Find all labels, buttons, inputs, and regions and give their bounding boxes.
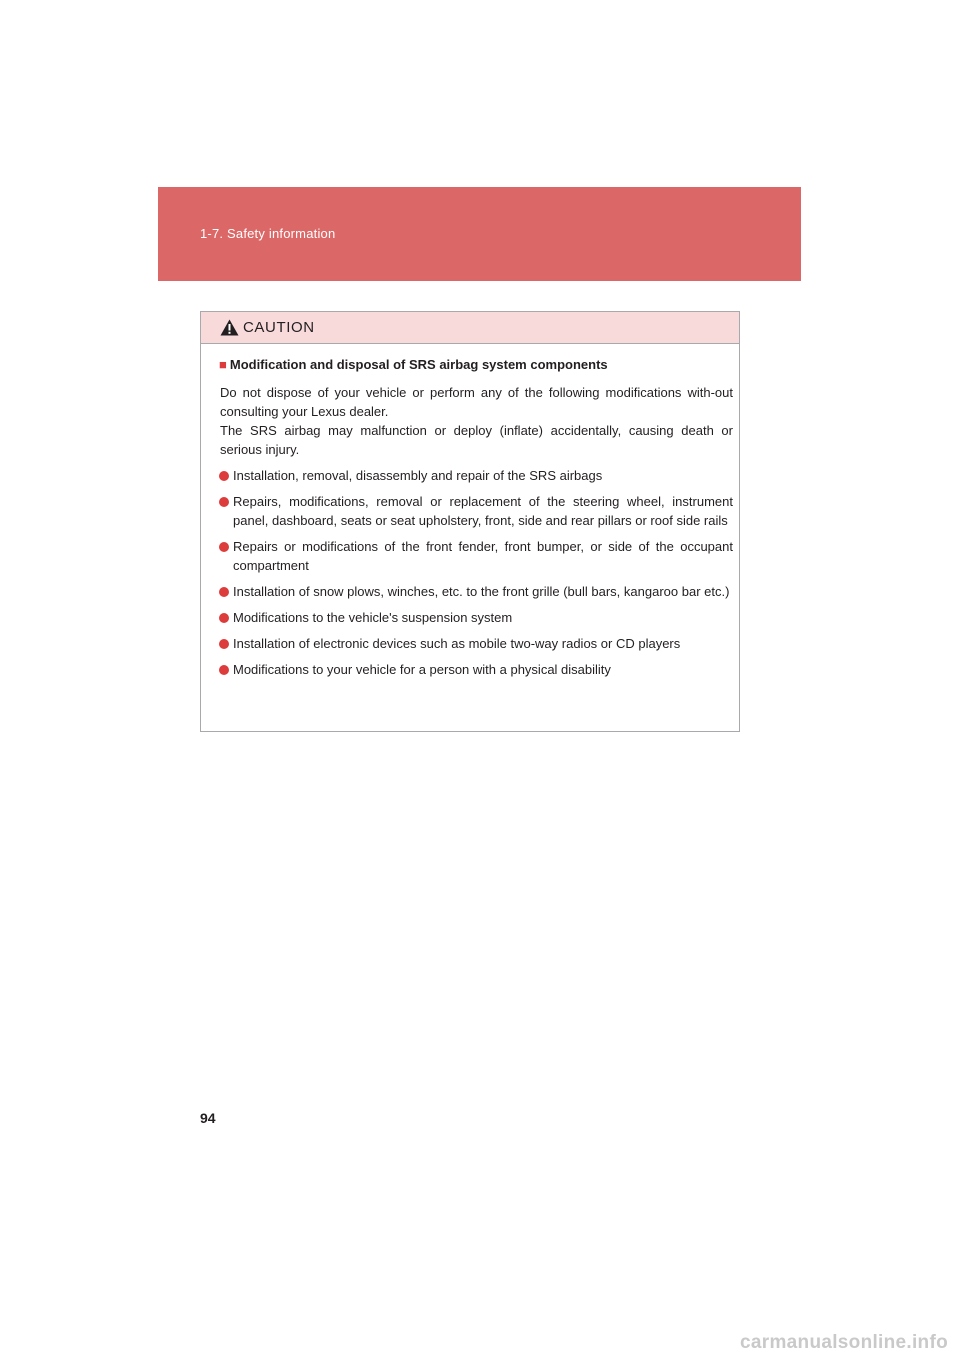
list-item-text: Installation of electronic devices such as mobile two-way radios or CD players bbox=[233, 636, 681, 651]
intro-paragraphs bbox=[219, 383, 733, 459]
list-item-text: Repairs or modifications of the front fender, front bumper, or side of the occupant compartment bbox=[233, 539, 733, 573]
circle-bullet-icon bbox=[219, 665, 229, 675]
warning-triangle-icon bbox=[220, 319, 239, 336]
circle-bullet-icon bbox=[219, 639, 229, 649]
list-item-text: Repairs, modifications, removal or replacement of the steering wheel, instrument panel, dashboard, seats or seat upholstery, front, side and rear pillars or roof side rails bbox=[233, 494, 733, 528]
circle-bullet-icon bbox=[219, 542, 229, 552]
watermark: carmanualsonline.info bbox=[740, 1332, 948, 1353]
topic-heading-text: Modification and disposal of SRS airbag system components bbox=[229, 357, 608, 372]
circle-bullet-icon bbox=[219, 497, 229, 507]
caution-box bbox=[200, 311, 740, 732]
caution-body bbox=[201, 344, 739, 679]
page-number: 94 bbox=[200, 1110, 216, 1126]
list-item-text: Modifications to your vehicle for a person with a physical disability bbox=[233, 662, 611, 677]
modification-list bbox=[219, 466, 733, 679]
circle-bullet-icon bbox=[219, 613, 229, 623]
list-item bbox=[219, 582, 733, 601]
caution-header bbox=[201, 312, 739, 344]
list-item bbox=[219, 634, 733, 653]
section-title: 1-7. Safety information bbox=[200, 226, 336, 241]
paragraph: The SRS airbag may malfunction or deploy (inflate) accidentally, causing death or serious injury. bbox=[220, 423, 733, 457]
list-item bbox=[219, 660, 733, 679]
topic-heading bbox=[219, 356, 733, 374]
list-item-text: Installation, removal, disassembly and repair of the SRS airbags bbox=[233, 468, 603, 483]
square-bullet-icon: ■ bbox=[219, 357, 227, 372]
caution-title: CAUTION bbox=[243, 319, 315, 336]
paragraph: Do not dispose of your vehicle or perform any of the following modifications with-out consulting your Lexus dealer. bbox=[220, 385, 733, 419]
list-item bbox=[219, 608, 733, 627]
list-item bbox=[219, 537, 733, 575]
section-header-band bbox=[158, 187, 801, 281]
circle-bullet-icon bbox=[219, 471, 229, 481]
list-item-text: Modifications to the vehicle's suspension system bbox=[233, 610, 513, 625]
list-item bbox=[219, 492, 733, 530]
circle-bullet-icon bbox=[219, 587, 229, 597]
list-item-text: Installation of snow plows, winches, etc. to the front grille (bull bars, kangaroo bar etc.) bbox=[233, 584, 730, 599]
list-item bbox=[219, 466, 733, 485]
